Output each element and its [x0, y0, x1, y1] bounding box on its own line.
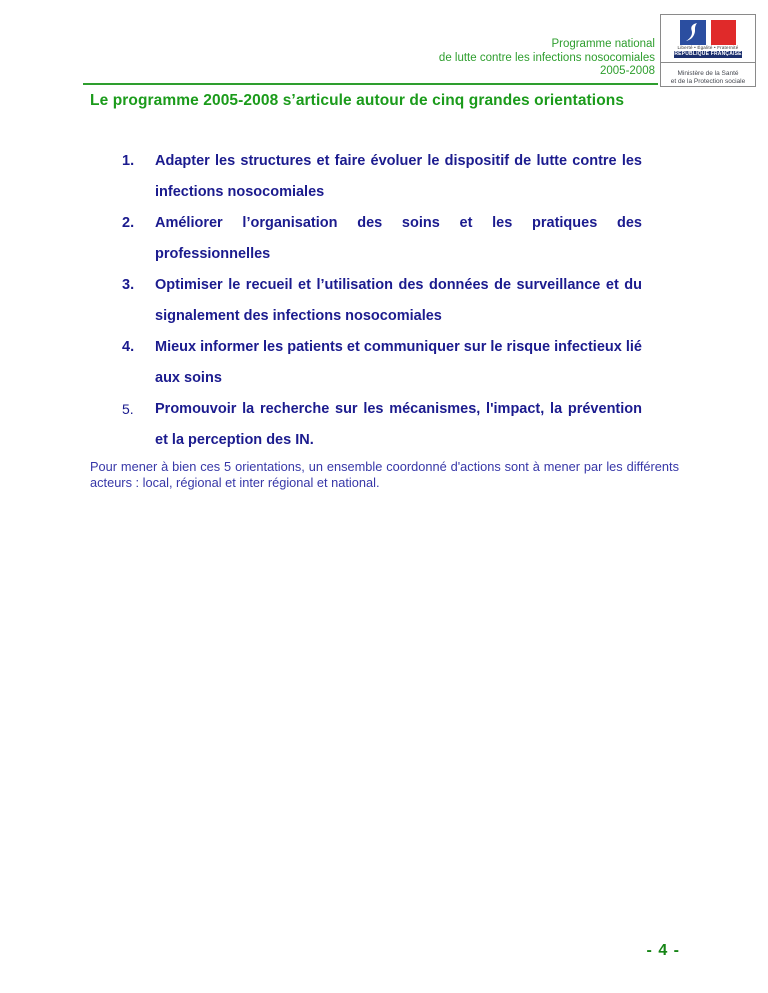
list-item: [122, 270, 642, 332]
list-item-number: 5.: [122, 401, 134, 417]
marianne-profile-icon: [680, 20, 706, 45]
page-title: Le programme 2005-2008 s’articule autour de cinq grandes orientations: [90, 92, 625, 109]
closing-paragraph: Pour mener à bien ces 5 orientations, un ensemble coordonné d'actions sont à mener par les différents acteurs : local, régional et inter régional et national.: [90, 459, 679, 490]
list-item: [122, 332, 642, 394]
flag-blue-band: [680, 20, 706, 45]
list-item-number: 3.: [122, 277, 135, 293]
marianne-logo: [674, 20, 742, 58]
list-item-number: 2.: [122, 215, 135, 231]
header-line-1: Programme national: [551, 38, 655, 50]
header-line-3: 2005-2008: [600, 65, 655, 77]
flag-red-band: [711, 20, 736, 45]
orientations-list: [122, 146, 642, 456]
header-line-2: de lutte contre les infections nosocomiales: [438, 51, 655, 64]
list-item-text: Optimiser le recueil et l’utilisation des données de surveillance et du signalement des infections nosocomiales: [155, 277, 642, 324]
logo-motto: Liberté • Égalité • Fraternité: [677, 45, 739, 50]
header: [439, 38, 655, 79]
ministry-logo: [660, 14, 756, 87]
list-item-number: 4.: [122, 339, 135, 355]
list-item: [122, 394, 642, 456]
list-item: [122, 146, 642, 208]
french-flag-icon: [680, 20, 736, 45]
list-item-text: Mieux informer les patients et communiquer sur le risque infectieux lié aux soins: [155, 339, 642, 386]
list-item-text: Adapter les structures et faire évoluer le dispositif de lutte contre les infections nosocomiales: [155, 153, 642, 200]
page-number: - 4 -: [646, 942, 680, 959]
ministry-name: [661, 63, 755, 87]
list-item: [122, 208, 642, 270]
list-item-number: 1.: [122, 153, 135, 169]
ministry-line-1: Ministère de la Santé: [677, 69, 739, 77]
header-rule: [83, 83, 658, 85]
list-item-text: Améliorer l’organisation des soins et les pratiques des professionnelles: [155, 215, 642, 262]
logo-republic-label: RÉPUBLIQUE FRANÇAISE: [674, 50, 742, 57]
list-item-text: Promouvoir la recherche sur les mécanismes, l'impact, la prévention et la perception des IN.: [155, 401, 642, 448]
ministry-line-2: et de la Protection sociale: [670, 78, 746, 85]
